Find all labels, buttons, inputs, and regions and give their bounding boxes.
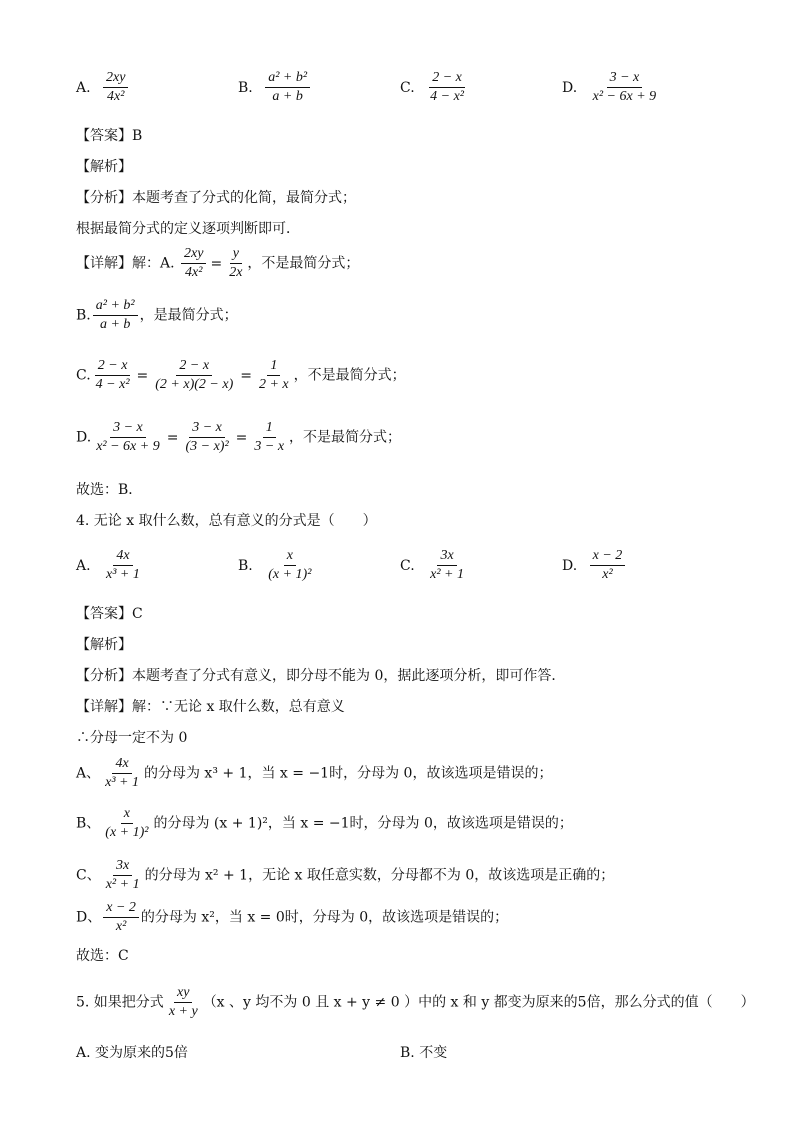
q3-detail-c: C. $\frac{2 - x}{\text{4 − x²}}$ = $\frac{2 - x}{(2 + x)(2 - x)}$ = $\frac{1}{2 + x}$ ，不是最简分式；: [76, 358, 406, 392]
q3-option-b: B. $\frac{\text{a² + b²}}{a + b}$: [238, 70, 312, 105]
q3-detail-a: 【详解】解：A. $\frac{2xy}{\text{4x²}}$ = $\frac{y}{2x}$ ，不是最简分式；: [76, 246, 360, 280]
q5-stem: 5. 如果把分式 $\frac{xy}{x + y}$ （x 、y 均不为 0 且 x + y ≠ 0 ）中的 x 和 y 都变为原来的5倍，那么分式的值（ ）: [76, 985, 755, 1019]
q3-fenxi: 【分析】本题考查了分式的化简，最简分式；: [76, 190, 356, 206]
q4-option-d: D. $\frac{x - 2}{\text{x²}}$: [562, 548, 627, 583]
q5-option-a: A. 变为原来的5倍: [76, 1045, 188, 1061]
q4-fenxi: 【分析】本题考查了分式有意义，即分母不能为 0，据此逐项分析，即可作答．: [76, 668, 566, 684]
q3-detail-b: B. $\frac{\text{a² + b²}}{a + b}$ ，是最简分式；: [76, 298, 238, 332]
q4-analysis-heading: 【解析】: [76, 637, 132, 653]
q4-item-b: B、 $\frac{x}{\text{(x + 1)²}}$ 的分母为 (x + 1)²，当 x = −1时，分母为 0，故该选项是错误的；: [76, 806, 573, 840]
q4-detail: 【详解】解：∵无论 x 取什么数，总有意义: [76, 699, 345, 715]
q4-item-c: C、 $\frac{3x}{\text{x² + 1}}$ 的分母为 x² + 1，无论 x 取任意实数，分母都不为 0，故该选项是正确的；: [76, 858, 615, 892]
q3-fenxi-2: 根据最简分式的定义逐项判断即可．: [76, 221, 300, 237]
q3-conclusion: 故选：B．: [76, 482, 143, 498]
q3-option-d: D. $\frac{3 - x}{\text{x² − 6x + 9}}$: [562, 70, 661, 105]
q3-option-c: C. $\frac{2 - x}{\text{4 − x²}}$: [400, 70, 469, 105]
q4-item-d: D、 $\frac{x - 2}{\text{x²}}$ 的分母为 x²，当 x = 0时，分母为 0，故该选项是错误的；: [76, 900, 509, 934]
q4-option-a: A. $\frac{4x}{\text{x³ + 1}}$: [76, 548, 140, 582]
q4-therefore: ∴分母一定不为 0: [76, 730, 188, 746]
q4-option-c: C. $\frac{3x}{\text{x² + 1}}$: [400, 548, 464, 582]
q4-option-b: B. $\frac{x}{\text{(x + 1)²}}$: [238, 548, 312, 582]
q3-option-a: A. $\frac{2xy}{\text{4x²}}$: [76, 70, 130, 105]
q5-option-b: B. 不变: [400, 1045, 448, 1061]
fraction: $\frac{\text{a² + b²}}{a + b}$: [265, 70, 310, 105]
q3-answer: 【答案】B: [76, 128, 143, 144]
q3-analysis-heading: 【解析】: [76, 159, 132, 175]
fraction: $\frac{2xy}{\text{4x²}}$: [103, 70, 128, 105]
fraction: $\frac{3 - x}{\text{x² − 6x + 9}}$: [592, 70, 657, 104]
q3-detail-d: D. $\frac{3 - x}{\text{x² − 6x + 9}}$ = $\frac{3 - x}{\text{(3 − x)²}}$ = $\frac{1}{3 - x}$ ，不是最简分式；: [76, 420, 402, 454]
q4-stem: 4. 无论 x 取什么数，总有意义的分式是（ ）: [76, 513, 377, 529]
q4-answer: 【答案】C: [76, 606, 143, 622]
fraction: $\frac{2 - x}{\text{4 − x²}}$: [430, 70, 464, 104]
q4-conclusion: 故选：C: [76, 948, 129, 964]
q4-item-a: A、 $\frac{4x}{\text{x³ + 1}}$ 的分母为 x³ + 1，当 x = −1时，分母为 0，故该选项是错误的；: [76, 756, 553, 790]
